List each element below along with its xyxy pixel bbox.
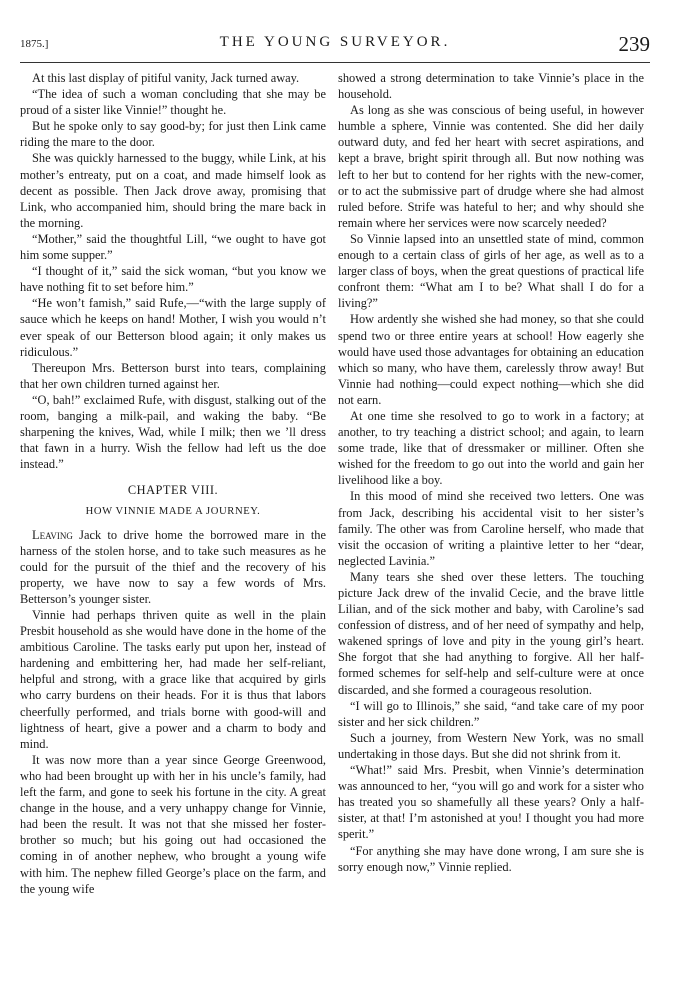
paragraph: “He won’t famish,” said Rufe,—“with the large supply of sauce which he keeps on hand! Mother, I wish you would n’t ever speak of our Betterson blood again; it only makes us ridiculous.” [20, 296, 326, 359]
paragraph: At this last display of pitiful vanity, Jack turned away. [32, 71, 300, 85]
page-number: 239 [618, 32, 650, 56]
paragraph [20, 527, 326, 607]
paragraph: At one time she resolved to go to work in a factory; at another, to try teaching a district school; and again, to learn some trade, like that of dressmaker or milliner. Often she wished for the freedom to go out into the world and gain her livelihood like a boy. [338, 408, 644, 488]
running-header [20, 32, 650, 56]
paragraph: Thereupon Mrs. Betterson burst into tears, complaining that her own children turned against her. [20, 360, 326, 391]
chapter-heading: CHAPTER VIII. [127, 483, 219, 498]
paragraph: “Mother,” said the thoughtful Lill, “we ought to have got him some supper.” [20, 231, 326, 263]
paragraph: How ardently she wished she had money, so that she could spend two or three entire years at school! How eagerly she would have used those advantages for obtaining an education which so many, who have them, carelessly throw away! But Vinnie had nothing—could expect nothing—which she did not earn. [338, 312, 644, 407]
paragraph: So Vinnie lapsed into an unsettled state of mind, common enough to a certain class of girls of her age, as well as to a larger class of boys, when the great questions of practical life confront them: “What am I to be? What shall I do for a living?” [338, 231, 644, 311]
paragraph: “I will go to Illinois,” she said, “and take care of my poor sister and her sick children.” [338, 698, 644, 729]
paragraph: showed a strong determination to take Vinnie’s place in the household. [338, 71, 644, 102]
paragraph: “I thought of it,” said the sick woman, “but you know we have nothing fit to set before him.” [20, 264, 326, 295]
paragraph: “What!” said Mrs. Presbit, when Vinnie’s determination was announced to her, “you will go and work for a sister who has treated you so shamefully all these years? Only a half-sister, at that! I’m astonished at you! I thought you had more sperit.” [338, 763, 644, 842]
paragraph: “For anything she may have done wrong, I am sure she is sorry enough now,” Vinnie replied. [338, 843, 644, 874]
paragraph: Such a journey, from Western New York, was no small undertaking in those days. But she did not shrink from it. [338, 730, 644, 761]
paragraph: She was quickly harnessed to the buggy, while Link, at his mother’s entreaty, put on a coat, and made himself look as decent as possible. Then Jack drove away, promising that Link, who accompanied him, should bring the mare back in the morning. [20, 151, 326, 230]
chapter-subtitle: HOW VINNIE MADE A JOURNEY. [85, 506, 261, 518]
journal-title: THE YOUNG SURVEYOR. [219, 34, 451, 50]
paragraph: But he spoke only to say good-by; for just then Link came riding the mare to the door. [20, 119, 326, 150]
paragraph: Vinnie had perhaps thriven quite as well in the plain Presbit household as she would have done in the home of the ambitious Caroline. The tasks early put upon her, instead of hardening and embittering her, had made her self-reliant, helpful and strong, with a grace like that acquired by girls who carry burdens on their heads. For it is thus that labors cheerfully performed, and trials borne with good-will and lightness of heart, give a power and a charm to body and mind. [20, 608, 326, 751]
paragraph: “O, bah!” exclaimed Rufe, with disgust, stalking out of the room, banging a milk-pail, and waking the baby. “Be sharpening the knives, Wad, while I milk; then we ’ll dress that fawn in a hurry. Wish the fellow had left us the doe instead.” [20, 392, 326, 472]
header-rule [20, 62, 650, 63]
header-year: 1875.] [20, 38, 49, 50]
right-column [338, 70, 644, 875]
paragraph: Many tears she shed over these letters. The touching picture Jack drew of the invalid Cecie, and the brave little Lilian, and of the sick mother and baby, with Caroline’s sad confession of distress, and of her need of sympathy and help, wakened springs of love and pity in the young girl’s heart. She forgot that she had anything to forgive. All her half-formed schemes for self-help and self-culture were at once discarded, and she formed a courageous resolution. [338, 569, 644, 697]
drop-lead-word: Leaving [32, 527, 73, 542]
paragraph: In this mood of mind she received two letters. One was from Jack, describing his accidental visit to her sister’s family. The other was from Caroline herself, who made that visit the occasion of writing a plaintive letter to her “dear, neglected Lavinia.” [338, 489, 644, 568]
paragraph: It was now more than a year since George Greenwood, who had been brought up with her in his uncle’s family, had left the farm, and gone to seek his fortune in the city. A great change in the house, and a very unhappy change for Vinnie, had been the result. It was not that she missed her foster-brother so much; but his going out had occasioned the coming in of another nephew, who brought a young wife with him. The nephew filled George’s place on the farm, and the young wife [20, 752, 326, 896]
paragraph: As long as she was conscious of being useful, in however humble a sphere, Vinnie was contented. She did her daily outward duty, and fed her heart with secret aspirations, and kept a brave, bright spirit through all. But now nothing was left to her but to contend for her rights with the new-comer, or to act the submissive part of drudge where she had almost ruled before. Strife was hateful to her; and why should she remain where her services were now scarcely needed? [338, 103, 644, 230]
paragraph: “The idea of such a woman concluding that she may be proud of a sister like Vinnie!” thought he. [20, 87, 326, 118]
left-column [20, 70, 326, 897]
paragraph-text: Jack to drive home the borrowed mare in the harness of the stolen horse, and to take such measures as he could for the pursuit of the thief and the recovery of his property, we have now to say a few words of Mrs. Betterson’s younger sister. [20, 527, 326, 606]
